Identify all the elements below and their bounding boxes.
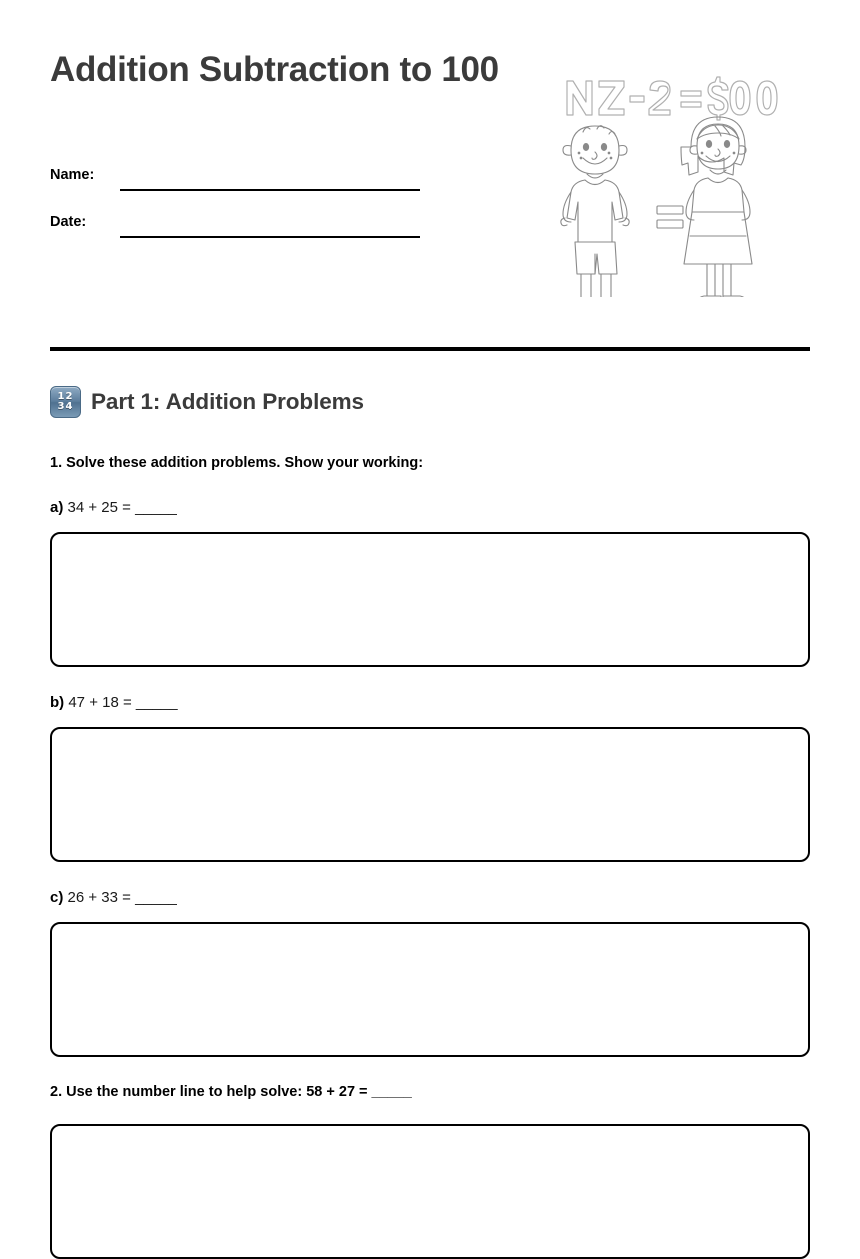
- answer-box-question-2[interactable]: [50, 1124, 810, 1259]
- problem-label-a: a): [50, 499, 64, 516]
- header-divider-rule: [50, 347, 810, 351]
- answer-box-c[interactable]: [50, 922, 810, 1057]
- outline-headline-text: [567, 77, 777, 120]
- date-field-row: [50, 208, 430, 255]
- date-write-line[interactable]: [120, 236, 420, 238]
- input-numbers-icon-bottom: 34: [57, 401, 74, 412]
- student-info-fields: [50, 161, 430, 255]
- question-1-prompt: 1. Solve these addition problems. Show your working:: [50, 455, 424, 471]
- name-write-line[interactable]: [120, 189, 420, 191]
- equals-sign-icon: [657, 206, 683, 228]
- date-field-label: Date:: [50, 214, 87, 230]
- answer-box-a[interactable]: [50, 532, 810, 667]
- problem-expression-b: 47 + 18 =: [68, 694, 136, 711]
- girl-figure: [681, 117, 752, 297]
- section-header-part-1: [50, 385, 810, 419]
- name-field-row: [50, 161, 430, 208]
- problem-label-c: c): [50, 889, 64, 906]
- input-numbers-icon: [50, 386, 81, 418]
- answer-box-b[interactable]: [50, 727, 810, 862]
- input-numbers-icon-top: 12: [57, 391, 74, 402]
- problem-line-a: [50, 499, 810, 516]
- problem-blank-a[interactable]: _____: [135, 499, 177, 516]
- problem-blank-c[interactable]: _____: [135, 889, 177, 906]
- section-title: Part 1: Addition Problems: [91, 389, 364, 414]
- question-2-prompt: 2. Use the number line to help solve: 58 + 27 = _____: [50, 1084, 412, 1100]
- problem-blank-b[interactable]: _____: [135, 694, 178, 711]
- problem-label-b: b): [50, 694, 65, 711]
- problem-expression-c: 26 + 33 =: [67, 889, 136, 906]
- name-field-label: Name:: [50, 167, 95, 183]
- problem-line-c: [50, 889, 810, 906]
- problem-line-b: [50, 694, 810, 711]
- problem-expression-a: 34 + 25 =: [67, 499, 136, 516]
- page-title: Addition Subtraction to 100: [50, 50, 499, 89]
- worksheet-body: [50, 385, 810, 1259]
- two-children-math-illustration: [545, 22, 795, 297]
- boy-figure: [561, 126, 629, 297]
